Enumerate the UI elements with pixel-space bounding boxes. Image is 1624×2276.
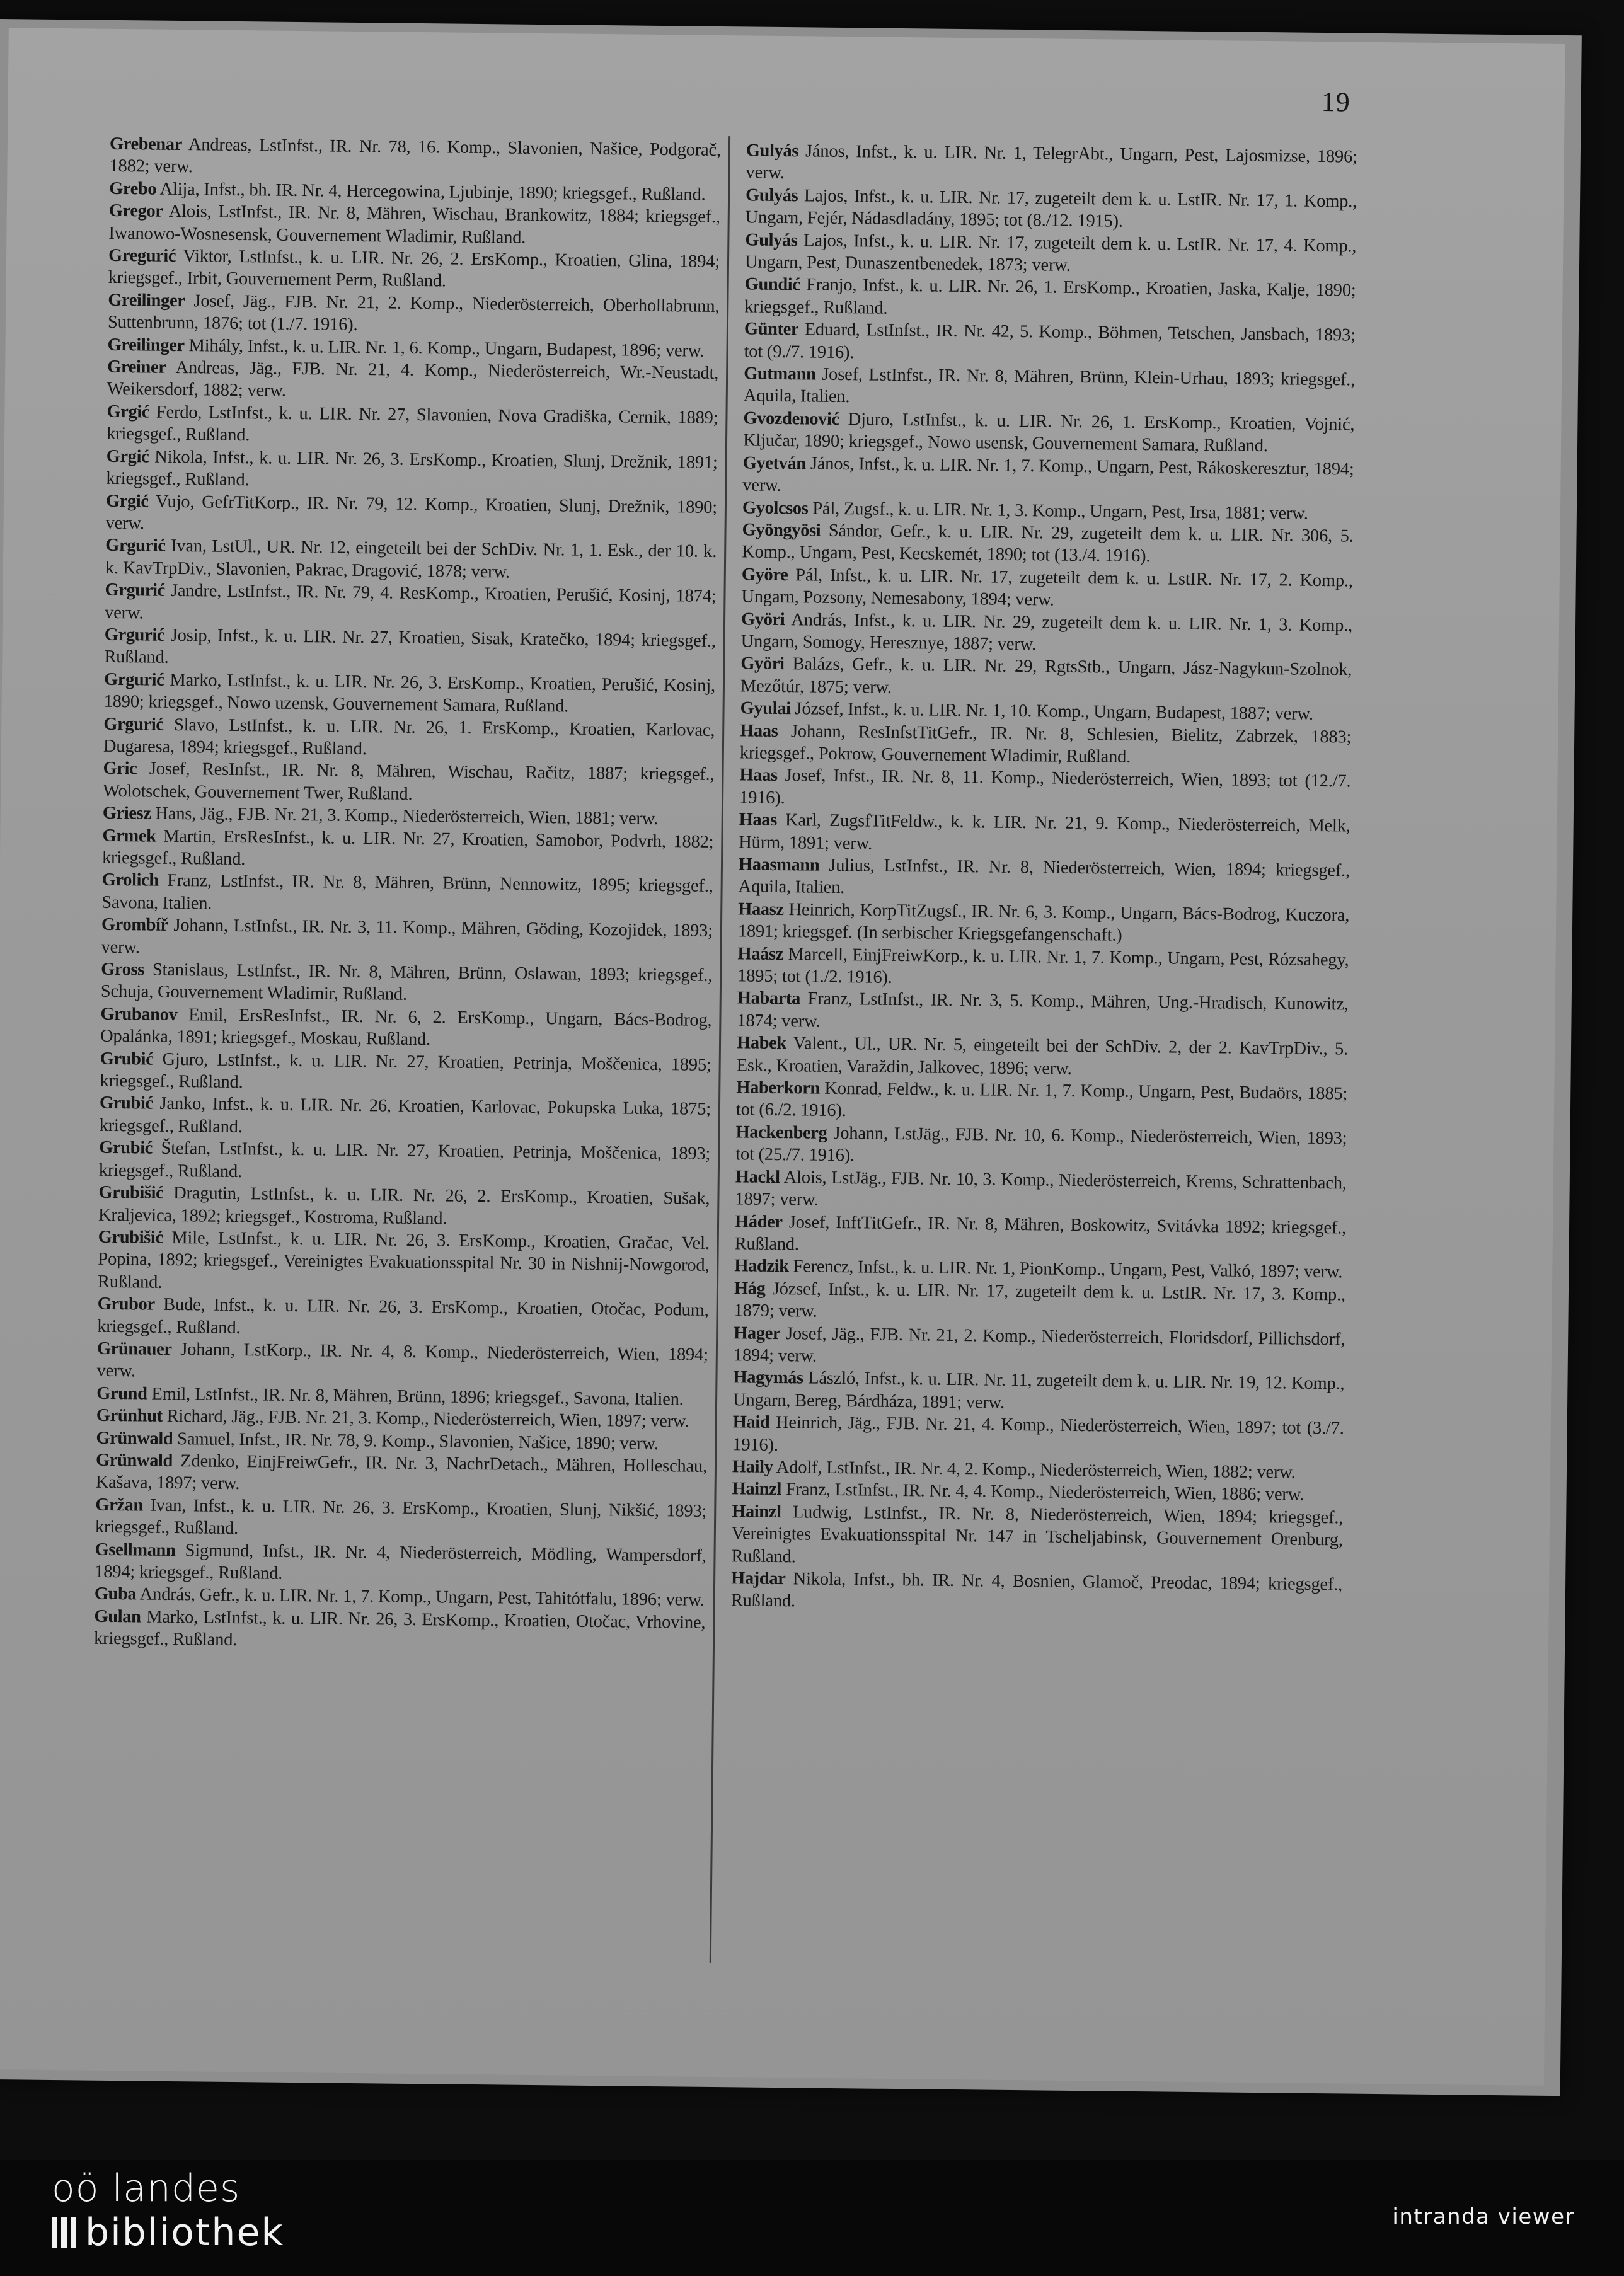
page-surface xyxy=(0,28,1565,2086)
logo-line2 xyxy=(52,2210,284,2255)
entry-details: Marko, LstInfst., k. u. LIR. Nr. 26, 3. ErsKomp., Kroatien, Perušić, Kosinj, 1890; kriegsgef., Nowo uzensk, Gouvernement Samara, Rußland. xyxy=(103,670,716,716)
entry-details: Karl, ZugsfTitFeldw., k. k. LIR. Nr. 21, 9. Komp., Niederösterreich, Melk, Hürm, 1891; verw. xyxy=(739,810,1350,854)
register-entry xyxy=(94,1606,706,1657)
entry-surname: Györi xyxy=(740,653,785,674)
register-entry xyxy=(742,519,1354,570)
entry-details: Martin, ErsResInfst., k. u. LIR. Nr. 27, Kroatien, Samobor, Podvrh, 1882; kriegsgef., Rußland. xyxy=(101,826,714,870)
register-entry xyxy=(95,1538,706,1589)
page-number: 19 xyxy=(1321,86,1350,118)
entry-details: Mile, LstInfst., k. u. LIR. Nr. 26, 3. ErsKomp., Kroatien, Gračac, Vel. Popina, 1892; kriegsgef., Vereinigtes Evakuationsspital Nr. 30 in Nishnij-Nowgorod, Rußland. xyxy=(97,1227,710,1292)
entry-details: Dragutin, LstInfst., k. u. LIR. Nr. 26, 2. ErsKomp., Kroatien, Sušak, Kraljevica, 1892; kriegsgef., Kostroma, Rußland. xyxy=(98,1183,710,1229)
entry-details: Stanislaus, LstInfst., IR. Nr. 8, Mähren, Brünn, Oslawan, 1893; kriegsgef., Schuja, Gouvernement Wladimir, Rußland. xyxy=(100,960,713,1005)
entry-details: Josip, Infst., k. u. LIR. Nr. 27, Kroatien, Sisak, Kratečko, 1894; kriegsgef., Rußland. xyxy=(104,625,716,668)
entry-surname: Hagymás xyxy=(733,1367,803,1388)
entry-surname: Grubić xyxy=(100,1049,154,1069)
entry-surname: Györi xyxy=(740,609,785,629)
entry-surname: Habek xyxy=(736,1033,786,1054)
entry-details: Franz, LstInfst., IR. Nr. 8, Mähren, Brünn, Nennowitz, 1895; kriegsgef., Savona, Italien. xyxy=(101,871,713,914)
entry-surname: Grubišić xyxy=(98,1227,163,1248)
register-entry xyxy=(95,1493,707,1544)
entry-surname: Gross xyxy=(101,959,145,980)
entry-surname: Grgić xyxy=(106,446,149,467)
register-entry xyxy=(103,757,715,808)
entry-details: Ivan, LstUl., UR. Nr. 12, eingeteilt bei der SchDiv. Nr. 1, 1. Esk., der 10. k. k. KavTrpDiv., Slavonien, Pakrac, Dragović, 1878; verw. xyxy=(105,536,717,582)
entry-surname: Gsellmann xyxy=(95,1539,176,1560)
entry-details: Alois, LstJäg., FJB. Nr. 10, 3. Komp., Niederösterreich, Krems, Schrattenbach, 1897; verw. xyxy=(735,1167,1347,1210)
register-entry xyxy=(744,362,1356,413)
entry-surname: Grgić xyxy=(105,491,149,512)
entry-details: Josef, ResInfst., IR. Nr. 8, Mähren, Wischau, Račitz, 1887; kriegsgef., Wolotschek, Gouvernement Twer, Rußland. xyxy=(103,759,715,804)
entry-surname: Gric xyxy=(103,759,137,779)
entry-surname: Hainzl xyxy=(732,1502,781,1522)
entry-details: Eduard, LstInfst., IR. Nr. 42, 5. Komp., Böhmen, Tetschen, Jansbach, 1893; tot (9./7. 1916). xyxy=(744,319,1356,362)
entry-surname: Haász xyxy=(737,943,784,964)
entry-surname: Hackl xyxy=(735,1167,780,1187)
entry-surname: Haily xyxy=(732,1457,773,1477)
entry-details: Adolf, LstInfst., IR. Nr. 4, 2. Komp., Niederösterreich, Wien, 1882; verw. xyxy=(776,1457,1296,1483)
entry-surname: Gregurić xyxy=(108,245,176,266)
left-column xyxy=(94,133,721,1657)
register-entry xyxy=(737,987,1349,1038)
register-entry xyxy=(98,1181,710,1233)
entry-details: Heinrich, KorpTitZugsf., IR. Nr. 6, 3. Komp., Ungarn, Bács-Bodrog, Kuczora, 1891; kriegsgef. (In serbischer Kriegsgefangenschaft.) xyxy=(737,899,1350,945)
register-entry xyxy=(742,452,1354,503)
entry-details: Viktor, LstInfst., k. u. LIR. Nr. 26, 2. ErsKomp., Kroatien, Glina, 1894; kriegsgef., Irbit, Gouvernement Perm, Rußland. xyxy=(108,246,720,291)
register-entry xyxy=(108,289,720,340)
entry-details: Slavo, LstInfst., k. u. LIR. Nr. 26, 1. ErsKomp., Kroatien, Karlovac, Dugaresa, 1894; kriegsgef., Rußland. xyxy=(103,715,715,759)
entry-details: András, Infst., k. u. LIR. Nr. 29, zugeteilt dem k. u. LIR. Nr. 1, 3. Komp., Ungarn, Somogy, Heresznye, 1887; verw. xyxy=(740,609,1353,655)
logo-bars-icon xyxy=(52,2217,76,2248)
entry-details: László, Infst., k. u. LIR. Nr. 11, zugeteilt dem k. u. LIR. Nr. 19, 12. Komp., Ungarn, Bereg, Bárdháza, 1891; verw. xyxy=(732,1368,1345,1413)
entry-surname: Hajdar xyxy=(730,1568,786,1589)
entry-surname: Habarta xyxy=(737,988,801,1009)
entry-details: József, Infst., k. u. LIR. Nr. 1, 10. Komp., Ungarn, Budapest, 1887; verw. xyxy=(795,699,1314,725)
entry-details: Marko, LstInfst., k. u. LIR. Nr. 26, 3. ErsKomp., Kroatien, Otočac, Vrhovine, kriegsgef., Rußland. xyxy=(93,1607,706,1650)
entry-surname: Gundić xyxy=(744,274,800,295)
entry-details: Zdenko, EinjFreiwGefr., IR. Nr. 3, NachrDetach., Mähren, Holleschau, Kašava, 1897; verw. xyxy=(95,1451,708,1494)
register-entry xyxy=(738,898,1350,949)
entry-details: Sándor, Gefr., k. u. LIR. Nr. 29, zugeteilt dem k. u. LIR. Nr. 306, 5. Komp., Ungarn, Pest, Kecskemét, 1890; tot (13./4. 1916). xyxy=(742,520,1354,566)
entry-surname: Gyöngyösi xyxy=(742,520,821,541)
entry-surname: Gulan xyxy=(94,1606,141,1627)
entry-surname: Haasz xyxy=(738,899,784,919)
entry-surname: Greiner xyxy=(107,357,166,377)
entry-surname: Grubor xyxy=(97,1294,155,1314)
register-entry xyxy=(95,1449,707,1500)
entry-surname: Gregor xyxy=(108,201,163,221)
register-entry xyxy=(101,914,713,965)
register-entry xyxy=(741,608,1353,659)
entry-details: Valent., Ul., UR. Nr. 5, eingeteilt bei der SchDiv. 2, der 2. KavTrpDiv., 5. Esk., Kroatien, Varaždin, Jalkovec, 1896; verw. xyxy=(736,1033,1349,1079)
register-entry xyxy=(105,490,717,541)
register-entry xyxy=(736,1076,1348,1127)
register-entry xyxy=(108,200,720,251)
entry-surname: Greilinger xyxy=(108,290,185,311)
register-entry xyxy=(731,1500,1343,1573)
entry-surname: Háder xyxy=(734,1211,783,1232)
entry-details: Johann, LstKorp., IR. Nr. 4, 8. Komp., Niederösterreich, Wien, 1894; verw. xyxy=(96,1340,709,1381)
entry-details: Pál, Infst., k. u. LIR. Nr. 17, zugeteilt dem k. u. LstIR. Nr. 17, 2. Komp., Ungarn, Pozsony, Nemesabony, 1894; verw. xyxy=(741,565,1353,610)
register-entry xyxy=(736,1032,1348,1083)
entry-surname: Hainzl xyxy=(732,1479,782,1500)
entry-surname: Günter xyxy=(744,319,799,340)
entry-details: Josef, Jäg., FJB. Nr. 21, 2. Komp., Niederösterreich, Oberhollabrunn, Suttenbrunn, 1876; tot (1./7. 1916). xyxy=(107,291,720,335)
entry-details: Franz, LstInfst., IR. Nr. 3, 5. Komp., Mähren, Ung.-Hradisch, Kunowitz, 1874; verw. xyxy=(737,989,1349,1032)
register-entry xyxy=(105,534,717,585)
register-entry xyxy=(740,720,1352,771)
register-entry xyxy=(743,407,1355,458)
entry-surname: Gyolcsos xyxy=(742,497,809,518)
entry-details: Balázs, Gefr., k. u. LIR. Nr. 29, RgtsStb., Ungarn, Jász-Nagykun-Szolnok, Mezőtúr, 1875; verw. xyxy=(740,654,1352,698)
entry-surname: Hadzik xyxy=(734,1256,789,1277)
entry-surname: Haberkorn xyxy=(736,1078,821,1098)
entry-surname: Gvozdenović xyxy=(743,408,839,429)
right-column xyxy=(731,139,1357,1618)
entry-surname: Gyulai xyxy=(740,698,791,719)
entry-surname: Haas xyxy=(739,765,778,786)
entry-details: Mihály, Infst., k. u. LIR. Nr. 1, 6. Komp., Ungarn, Budapest, 1896; verw. xyxy=(188,335,705,361)
entry-details: Franz, LstInfst., IR. Nr. 4, 4. Komp., Niederösterreich, Wien, 1886; verw. xyxy=(785,1480,1304,1505)
register-entry xyxy=(734,1277,1345,1328)
entry-surname: Grünauer xyxy=(96,1338,172,1359)
register-entry xyxy=(105,579,717,630)
entry-details: Andreas, Jäg., FJB. Nr. 21, 4. Komp., Niederösterreich, Wr.-Neustadt, Weikersdorf, 1882; verw. xyxy=(107,358,719,401)
entry-details: Franjo, Infst., k. u. LIR. Nr. 26, 1. ErsKomp., Kroatien, Jaska, Kalje, 1890; kriegsgef., Rußland. xyxy=(744,275,1356,318)
register-entry xyxy=(98,1226,710,1299)
entry-surname: Gutmann xyxy=(744,364,816,384)
entry-details: Nikola, Infst., bh. IR. Nr. 4, Bosnien, Glamoč, Preodac, 1894; kriegsgef., Rußland. xyxy=(730,1569,1343,1611)
entry-details: Josef, LstInfst., IR. Nr. 8, Mähren, Brünn, Klein-Urhau, 1893; kriegsgef., Aquila, Italien. xyxy=(743,364,1356,407)
entry-details: Jandre, LstInfst., IR. Nr. 79, 4. ResKomp., Kroatien, Perušić, Kosinj, 1874; verw. xyxy=(104,581,717,623)
entry-details: Vujo, GefrTitKorp., IR. Nr. 79, 12. Komp., Kroatien, Slunj, Drežnik, 1890; verw. xyxy=(105,491,718,534)
entry-details: Ivan, Infst., k. u. LIR. Nr. 26, 3. ErsKomp., Kroatien, Slunj, Nikšić, 1893; kriegsgef., Rußland. xyxy=(95,1495,707,1539)
register-entry xyxy=(731,1567,1343,1618)
entry-surname: Haasmann xyxy=(738,854,820,875)
entry-details: Sigmund, Infst., IR. Nr. 4, Niederösterreich, Mödling, Wampersdorf, 1894; kriegsgef., Rußland. xyxy=(95,1540,706,1583)
entry-details: Emil, ErsResInfst., IR. Nr. 6, 2. ErsKomp., Ungarn, Bács-Bodrog, Opalánka, 1891; kriegsgef., Moskau, Rußland. xyxy=(100,1005,712,1050)
register-entry xyxy=(744,318,1356,369)
register-entry xyxy=(745,229,1357,280)
entry-surname: Guba xyxy=(94,1584,137,1604)
entry-surname: Hager xyxy=(734,1323,781,1343)
entry-surname: Gulyás xyxy=(745,230,798,250)
entry-details: Bude, Infst., k. u. LIR. Nr. 26, 3. ErsKomp., Kroatien, Otočac, Podum, kriegsgef., Rußland. xyxy=(97,1294,709,1338)
entry-details: Gjuro, LstInfst., k. u. LIR. Nr. 27, Kroatien, Petrinja, Moščenica, 1895; kriegsgef., Rußland. xyxy=(100,1049,711,1093)
entry-details: József, Infst., k. u. LIR. Nr. 17, zugeteilt dem k. u. LstIR. Nr. 17, 3. Komp., 1879; verw. xyxy=(734,1279,1346,1321)
register-entry xyxy=(104,624,716,675)
entry-surname: Grombíř xyxy=(101,914,169,936)
register-entry xyxy=(737,943,1349,994)
entry-surname: Grolich xyxy=(101,870,159,891)
entry-details: Josef, Infst., IR. Nr. 8, 11. Komp., Niederösterreich, Wien, 1893; tot (12./7. 1916). xyxy=(739,766,1351,808)
entry-surname: Grmek xyxy=(102,825,156,846)
entry-surname: Griesz xyxy=(102,803,151,824)
register-entry xyxy=(99,1092,711,1143)
entry-details: Emil, LstInfst., IR. Nr. 8, Mähren, Brünn, 1896; kriegsgef., Savona, Italien. xyxy=(151,1384,684,1410)
entry-surname: Grgurić xyxy=(105,536,166,556)
entry-details: Josef, Jäg., FJB. Nr. 21, 2. Komp., Niederösterreich, Floridsdorf, Pillichsdorf, 1894; verw. xyxy=(733,1323,1345,1366)
register-entry xyxy=(101,958,713,1009)
entry-surname: Györe xyxy=(741,565,788,585)
logo-text-line1: oö landes xyxy=(52,2166,241,2210)
entry-surname: Grgurić xyxy=(103,669,164,690)
register-entry xyxy=(744,273,1356,325)
register-entry xyxy=(107,356,719,407)
entry-details: Nikola, Infst., k. u. LIR. Nr. 26, 3. ErsKomp., Kroatien, Slunj, Drežnik, 1891; kriegsgef., Rußland. xyxy=(106,447,718,490)
entry-details: Hans, Jäg., FJB. Nr. 21, 3. Komp., Niederösterreich, Wien, 1881; verw. xyxy=(155,803,659,829)
entry-surname: Grgurić xyxy=(105,580,166,601)
register-entry xyxy=(735,1166,1347,1217)
logo-text-line2: bibliothek xyxy=(85,2210,285,2255)
scanned-page xyxy=(0,19,1582,2096)
entry-details: Lajos, Infst., k. u. LIR. Nr. 17, zugeteilt dem k. u. LstIR. Nr. 17, 4. Komp., Ungarn, Pest, Dunaszentbenedek, 1873; verw. xyxy=(744,230,1357,275)
entry-details: Štefan, LstInfst., k. u. LIR. Nr. 27, Kroatien, Petrinja, Moščenica, 1893; kriegsgef., Rußland. xyxy=(98,1139,711,1181)
entry-surname: Grubić xyxy=(99,1093,153,1114)
register-entry xyxy=(107,401,718,452)
library-logo[interactable] xyxy=(52,2166,284,2255)
register-entry xyxy=(740,653,1352,704)
entry-surname: Hág xyxy=(734,1279,766,1299)
entry-details: Richard, Jäg., FJB. Nr. 21, 3. Komp., Niederösterreich, Wien, 1897; verw. xyxy=(166,1406,689,1432)
entry-details: Alois, LstInfst., IR. Nr. 8, Mähren, Wischau, Brankowitz, 1884; kriegsgef., Iwanowo-Wosnesensk, Gouvernement Wladimir, Rußland. xyxy=(108,202,720,248)
register-entry xyxy=(739,764,1351,815)
entry-surname: Grund xyxy=(96,1383,147,1404)
entry-details: Lajos, Infst., k. u. LIR. Nr. 17, zugeteilt dem k. u. LstIR. Nr. 17, 1. Komp., Ungarn, Fejér, Nádasdladány, 1895; tot (8./12. 1915). xyxy=(745,186,1357,231)
entry-details: Johann, ResInfstTitGefr., IR. Nr. 8, Schlesien, Bielitz, Zabrzek, 1883; kriegsgef., Pokrow, Gouvernement Wladimir, Rußland. xyxy=(739,721,1352,767)
register-entry xyxy=(97,1293,709,1344)
register-entry xyxy=(99,1137,711,1188)
viewer-label[interactable]: intranda viewer xyxy=(1392,2204,1575,2229)
register-entry xyxy=(735,1210,1347,1262)
entry-details: János, Infst., k. u. LIR. Nr. 1, 7. Komp., Ungarn, Pest, Rákoskeresztur, 1894; verw. xyxy=(742,454,1354,496)
entry-details: Pál, Zugsf., k. u. LIR. Nr. 1, 3. Komp., Ungarn, Pest, Irsa, 1881; verw. xyxy=(812,498,1308,524)
register-entry xyxy=(732,1411,1344,1462)
entry-surname: Haas xyxy=(740,720,778,741)
entry-details: Johann, LstJäg., FJB. Nr. 10, 6. Komp., Niederösterreich, Wien, 1893; tot (25./7. 1916). xyxy=(735,1123,1347,1166)
register-entry xyxy=(739,809,1350,860)
entry-surname: Grünhut xyxy=(96,1405,163,1426)
entry-surname: Hackenberg xyxy=(735,1122,827,1143)
entry-details: Djuro, LstInfst., k. u. LIR. Nr. 26, 1. ErsKomp., Kroatien, Vojnić, Ključar, 1890; kriegsgef., Nowo usensk, Gouvernement Samara, Rußland. xyxy=(742,410,1355,456)
entry-details: Marcell, EinjFreiwKorp., k. u. LIR. Nr. 1, 7. Komp., Ungarn, Pest, Rózsahegy, 1895; tot (1./2. 1916). xyxy=(737,944,1349,987)
entry-surname: Grgurić xyxy=(104,624,165,645)
register-entry xyxy=(734,1322,1345,1373)
entry-surname: Grubanov xyxy=(100,1004,178,1025)
entry-surname: Grünwald xyxy=(95,1450,173,1471)
entry-surname: Grubišić xyxy=(98,1182,164,1203)
entry-details: Konrad, Feldw., k. u. LIR. Nr. 1, 7. Komp., Ungarn, Pest, Budaörs, 1885; tot (6./2. 1916). xyxy=(735,1078,1348,1121)
register-entry xyxy=(103,669,715,720)
entry-details: Ferdo, LstInfst., k. u. LIR. Nr. 27, Slavonien, Nova Gradiška, Cernik, 1889; kriegsgef., Rußland. xyxy=(106,402,718,445)
entry-details: Johann, LstInfst., IR. Nr. 3, 11. Komp., Mähren, Göding, Kozojidek, 1893; verw. xyxy=(101,916,713,958)
entry-details: Alija, Infst., bh. IR. Nr. 4, Hercegowina, Ljubinje, 1890; kriegsgef., Rußland. xyxy=(159,179,706,205)
entry-surname: Grünwald xyxy=(96,1428,173,1449)
register-entry xyxy=(738,853,1350,904)
entry-details: Andreas, LstInfst., IR. Nr. 78, 16. Komp., Slavonien, Našice, Podgorač, 1882; verw. xyxy=(109,135,722,177)
register-entry xyxy=(741,563,1353,614)
entry-surname: Gržan xyxy=(95,1495,144,1515)
entry-surname: Gyetván xyxy=(742,453,806,474)
entry-details: János, Infst., k. u. LIR. Nr. 1, TelegrAbt., Ungarn, Pest, Lajosmizse, 1896; verw. xyxy=(746,141,1357,183)
register-entry xyxy=(102,824,714,875)
register-entry xyxy=(109,133,721,184)
register-entry xyxy=(108,244,720,296)
register-entry xyxy=(106,445,718,496)
register-entry xyxy=(746,139,1357,190)
entry-surname: Grubić xyxy=(99,1138,153,1158)
register-entry xyxy=(100,1047,711,1098)
register-entry xyxy=(103,713,715,764)
entry-details: Josef, InftTitGefr., IR. Nr. 8, Mähren, Boskowitz, Svitávka 1892; kriegsgef., Rußland. xyxy=(734,1212,1347,1255)
entry-details: Heinrich, Jäg., FJB. Nr. 21, 4. Komp., Niederösterreich, Wien, 1897; tot (3./7. 1916). xyxy=(732,1413,1344,1455)
entry-surname: Haid xyxy=(732,1412,770,1433)
register-entry xyxy=(100,1003,712,1054)
register-entry xyxy=(101,869,713,920)
entry-surname: Grebenar xyxy=(109,134,183,155)
entry-details: András, Gefr., k. u. LIR. Nr. 1, 7. Komp., Ungarn, Pest, Tahitótfalu, 1896; verw. xyxy=(139,1584,705,1611)
entry-surname: Grgić xyxy=(107,401,150,422)
register-entry xyxy=(746,184,1357,235)
entry-details: Ludwig, LstInfst., IR. Nr. 8, Niederösterreich, Wien, 1894; kriegsgef., Vereinigtes Evakuationsspital Nr. 147 in Tscheljabinsk, Gouvernement Orenburg, Rußland. xyxy=(731,1502,1344,1566)
entry-surname: Greilinger xyxy=(107,335,185,355)
entry-surname: Grgurić xyxy=(103,714,164,735)
entry-details: Ferencz, Infst., k. u. LIR. Nr. 1, PionKomp., Ungarn, Pest, Valkó, 1897; verw. xyxy=(793,1256,1343,1282)
register-entry xyxy=(735,1121,1347,1172)
register-entry xyxy=(96,1338,708,1389)
entry-details: Samuel, Infst., IR. Nr. 78, 9. Komp., Slavonien, Našice, 1890; verw. xyxy=(177,1428,659,1454)
entry-details: Julius, LstInfst., IR. Nr. 8, Niederösterreich, Wien, 1894; kriegsgef., Aquila, Italien. xyxy=(738,855,1350,898)
entry-surname: Gulyás xyxy=(745,185,798,206)
entry-surname: Gulyás xyxy=(746,141,799,161)
entry-surname: Haas xyxy=(739,810,778,831)
entry-details: Janko, Infst., k. u. LIR. Nr. 26, Kroatien, Karlovac, Pokupska Luka, 1875; kriegsgef., Rußland. xyxy=(99,1094,711,1137)
entry-surname: Grebo xyxy=(109,178,157,199)
register-entry xyxy=(733,1367,1345,1418)
